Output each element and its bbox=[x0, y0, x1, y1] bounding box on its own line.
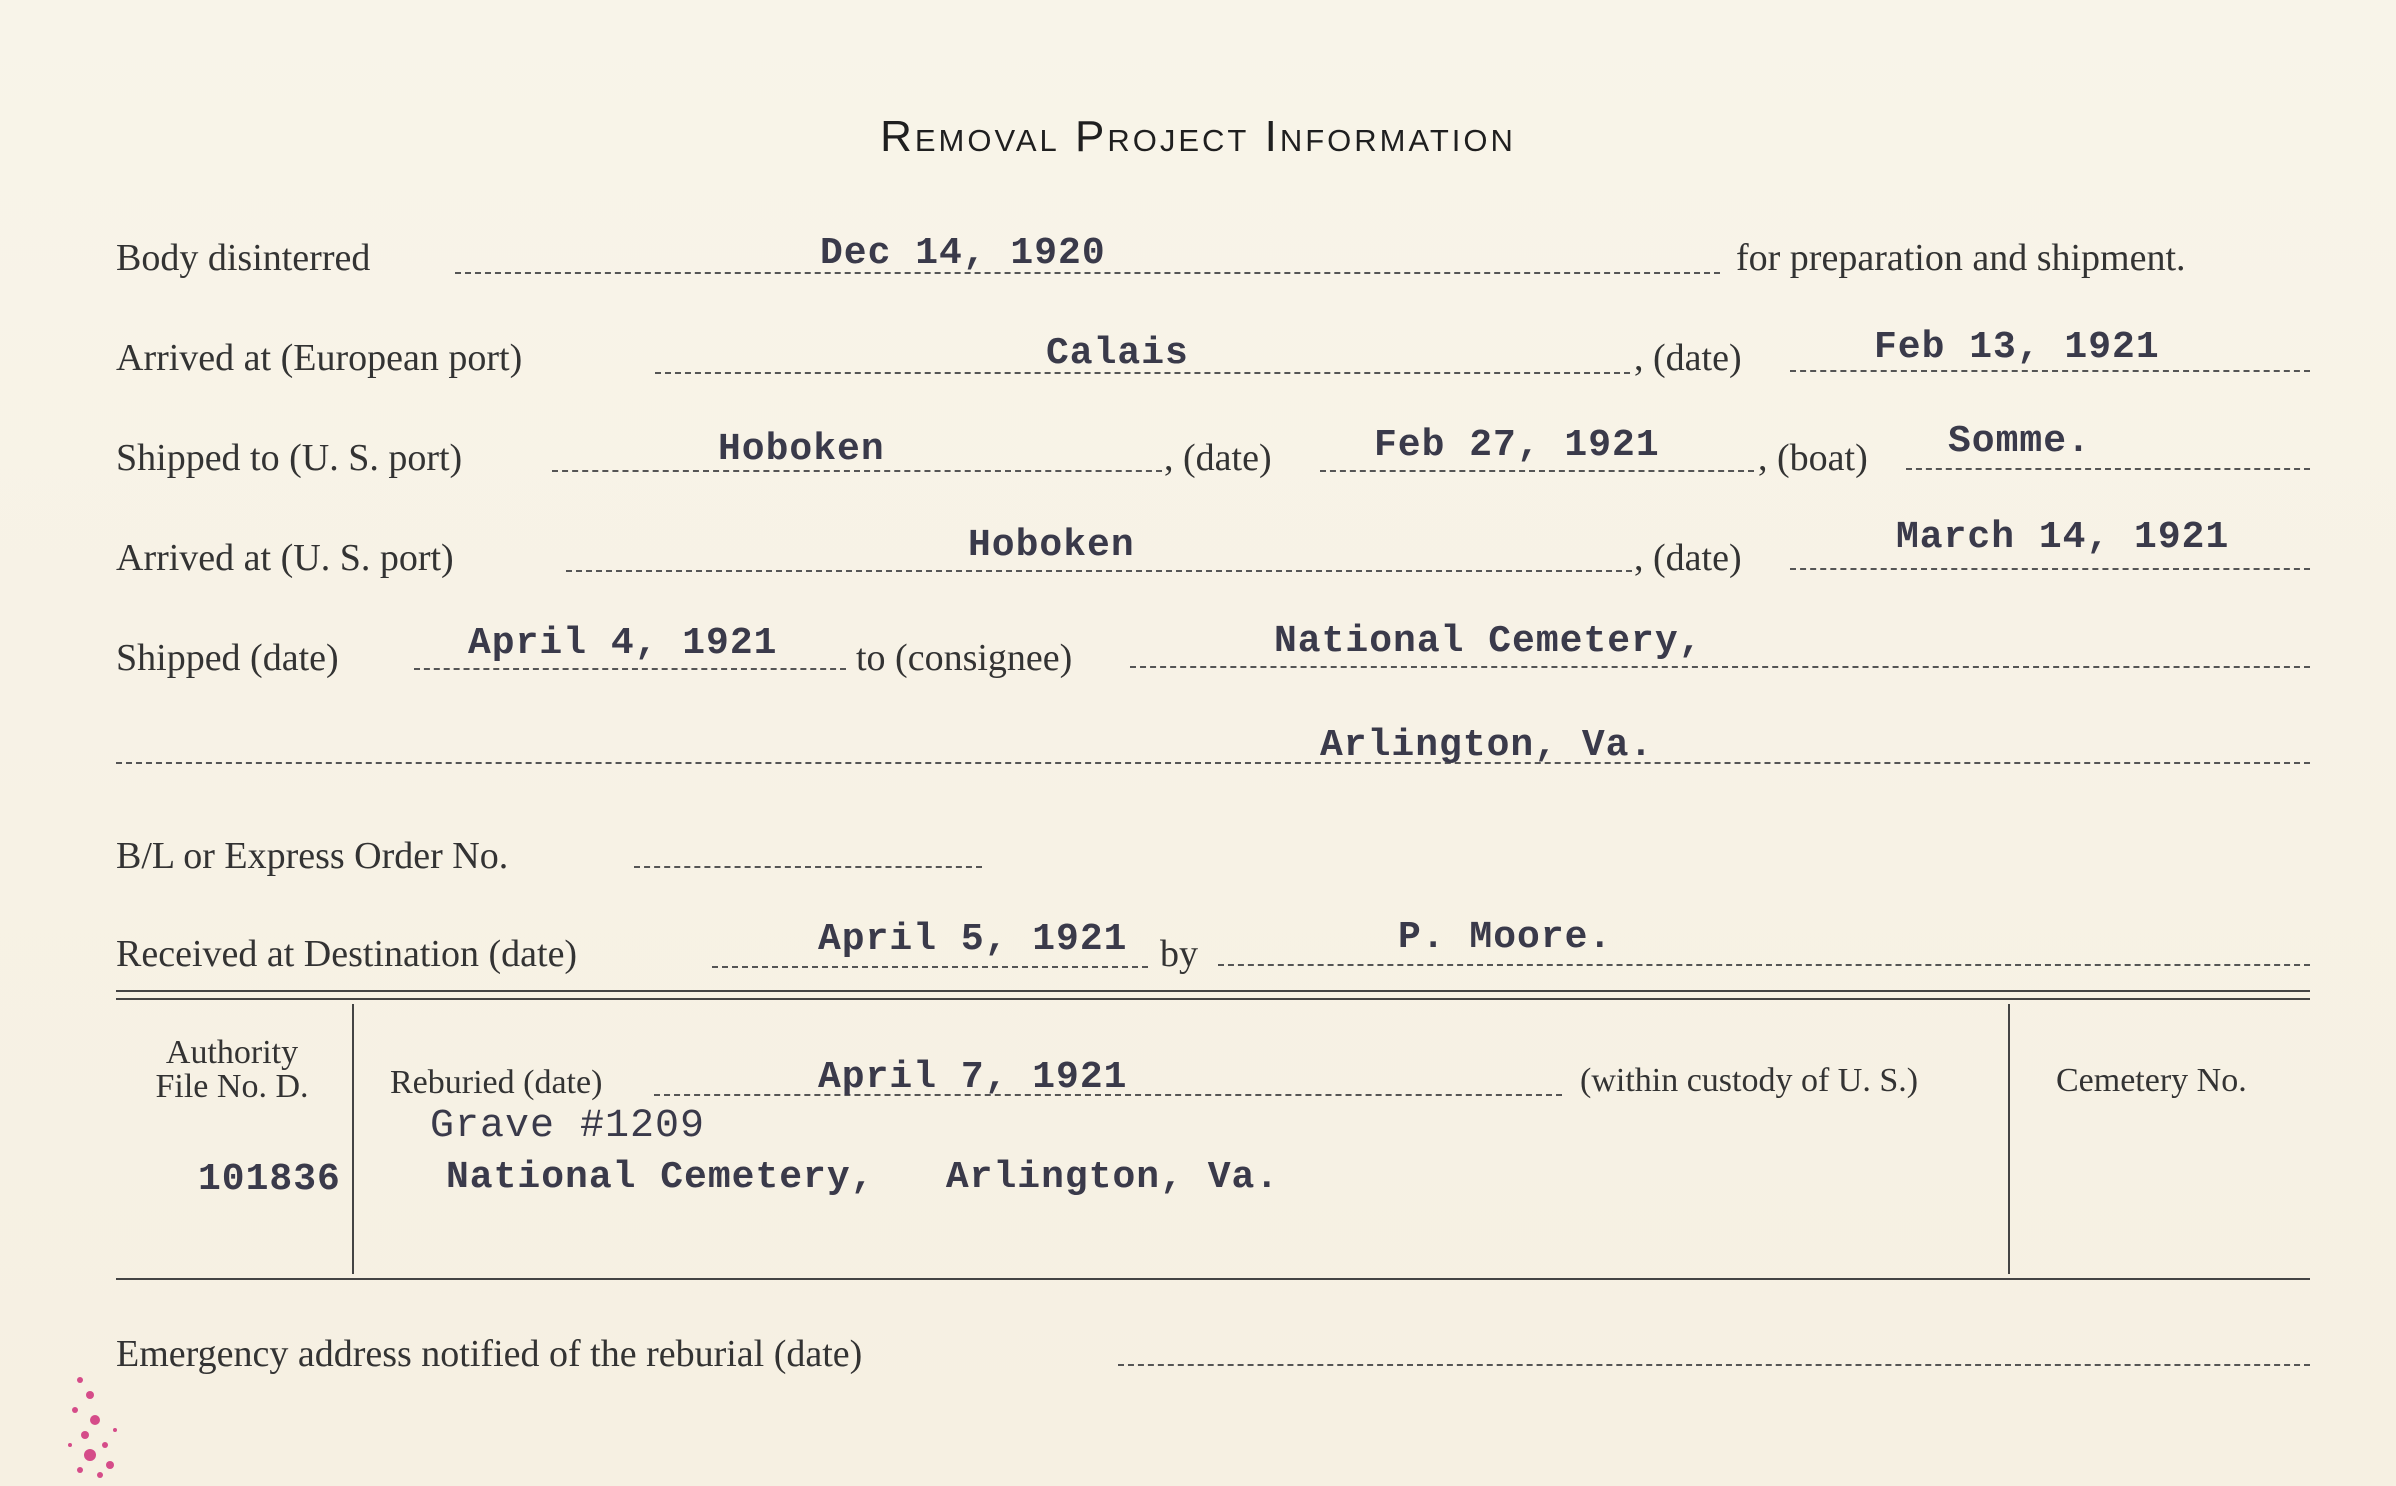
value-european-arrival-date: Feb 13, 1921 bbox=[1874, 326, 2160, 369]
label-date-2: , (date) bbox=[1164, 437, 1272, 479]
label-date-1: , (date) bbox=[1634, 337, 1742, 379]
label-reburied-date: Reburied (date) bbox=[390, 1064, 603, 1101]
value-received-by: P. Moore. bbox=[1398, 916, 1613, 959]
value-us-port-shipped: Hoboken bbox=[718, 428, 885, 471]
field-line-received-date bbox=[712, 966, 1148, 968]
field-line-consignee-1 bbox=[1130, 666, 2310, 668]
value-shipped-to-consignee-date: April 4, 1921 bbox=[468, 622, 778, 665]
label-cemetery-no: Cemetery No. bbox=[2056, 1062, 2247, 1099]
page-title: Removal Project Information bbox=[880, 112, 1516, 161]
label-arrived-us: Arrived at (U. S. port) bbox=[116, 537, 454, 579]
value-consignee-line1: National Cemetery, bbox=[1274, 620, 1703, 663]
field-line-bl-order bbox=[634, 866, 982, 868]
box-divider-right bbox=[2008, 1004, 2010, 1274]
value-european-port: Calais bbox=[1046, 332, 1189, 375]
value-us-arrival-date: March 14, 1921 bbox=[1896, 516, 2230, 559]
value-shipped-date: Feb 27, 1921 bbox=[1374, 424, 1660, 467]
label-for-preparation: for preparation and shipment. bbox=[1736, 237, 2186, 279]
field-line-european-date bbox=[1790, 370, 2310, 372]
label-arrived-european: Arrived at (European port) bbox=[116, 337, 523, 379]
value-reburied-date: April 7, 1921 bbox=[818, 1056, 1128, 1099]
field-line-us-port-arrived bbox=[566, 570, 1632, 572]
field-line-us-arrival-date bbox=[1790, 568, 2310, 570]
label-authority-2: File No. D. bbox=[155, 1068, 309, 1105]
label-by: by bbox=[1160, 933, 1198, 975]
value-file-no: 101836 bbox=[198, 1158, 341, 1201]
field-line-emergency bbox=[1118, 1364, 2310, 1366]
label-shipped-to-us: Shipped to (U. S. port) bbox=[116, 437, 463, 479]
value-received-date: April 5, 1921 bbox=[818, 918, 1128, 961]
label-to-consignee: to (consignee) bbox=[856, 637, 1073, 679]
field-line-shipped-to-consignee-date bbox=[414, 668, 846, 670]
label-bl-order: B/L or Express Order No. bbox=[116, 835, 509, 877]
label-emergency: Emergency address notified of the reburial (date) bbox=[116, 1333, 863, 1375]
label-shipped-date: Shipped (date) bbox=[116, 637, 339, 679]
value-consignee-line2: Arlington, Va. bbox=[1320, 724, 1654, 767]
value-disinterred-date: Dec 14, 1920 bbox=[820, 232, 1106, 275]
label-date-3: , (date) bbox=[1634, 537, 1742, 579]
box-bottom-rule bbox=[116, 1278, 2310, 1280]
value-grave-line: Grave #1209 bbox=[430, 1104, 706, 1149]
field-line-received-by bbox=[1218, 964, 2310, 966]
label-body-disinterred: Body disinterred bbox=[116, 237, 371, 279]
field-line-shipped-date bbox=[1320, 470, 1754, 472]
box-top-rule-2 bbox=[116, 998, 2310, 1000]
label-authority-1: Authority bbox=[165, 1034, 299, 1071]
field-line-boat bbox=[1906, 468, 2310, 470]
label-received-destination: Received at Destination (date) bbox=[116, 933, 578, 975]
value-boat: Somme. bbox=[1948, 420, 2091, 463]
field-line-consignee-2 bbox=[116, 762, 2310, 764]
value-us-port-arrived: Hoboken bbox=[968, 524, 1135, 567]
box-top-rule-1 bbox=[116, 990, 2310, 992]
ink-stamp-mark bbox=[50, 1360, 140, 1480]
box-divider-left bbox=[352, 1004, 354, 1274]
value-grave-location: National Cemetery, Arlington, Va. bbox=[446, 1156, 1280, 1199]
label-boat: , (boat) bbox=[1758, 437, 1868, 479]
label-within-custody: (within custody of U. S.) bbox=[1580, 1062, 1919, 1099]
